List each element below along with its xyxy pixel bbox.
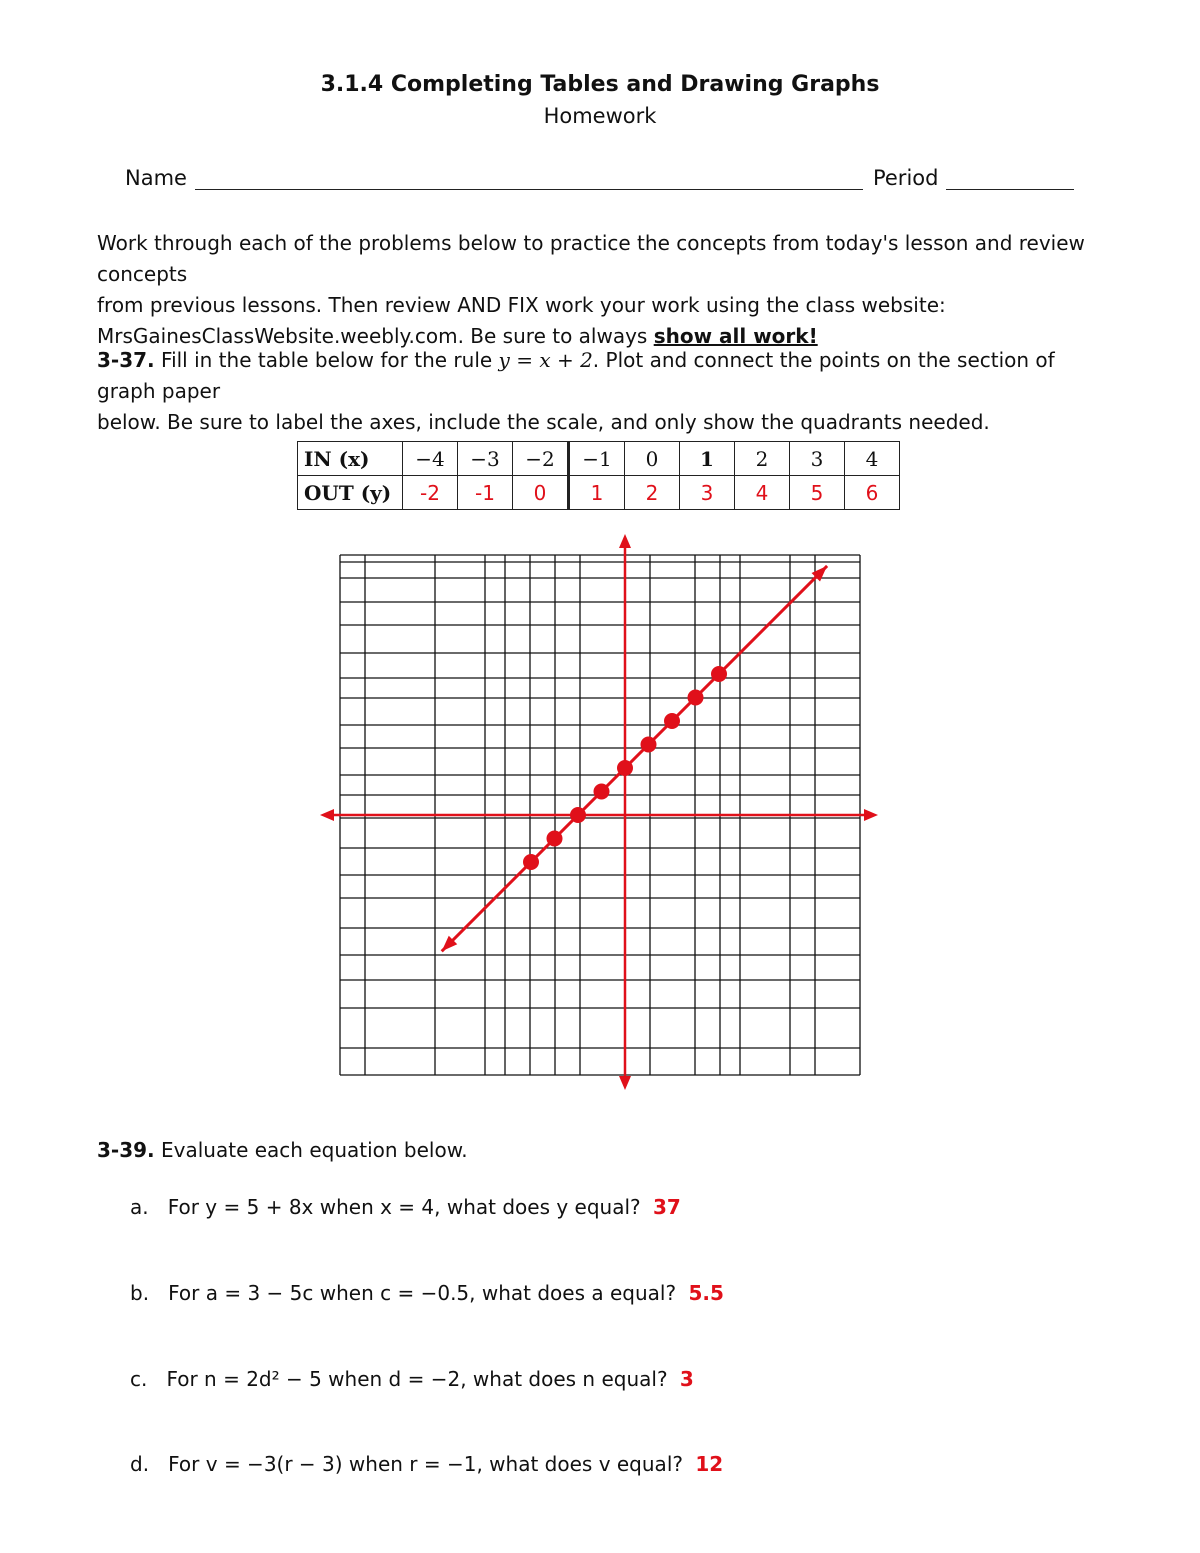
y-axis-down-arrow-icon (619, 1076, 631, 1090)
out-label: OUT (y) (298, 476, 403, 510)
plotted-point (664, 713, 680, 729)
out-cell[interactable]: -2 (403, 476, 458, 510)
problem-number: 3-39. (97, 1138, 155, 1162)
in-cell: −2 (513, 442, 569, 476)
problem-3-39 (97, 1138, 468, 1162)
in-cell: −1 (569, 442, 625, 476)
item-answer: 3 (679, 1367, 694, 1391)
list-item (130, 1367, 694, 1391)
out-cell[interactable]: 4 (735, 476, 790, 510)
problem-text: Evaluate each equation below. (154, 1138, 468, 1162)
in-cell: 3 (790, 442, 845, 476)
instructions-line-1: Work through each of the problems below to practice the concepts from today's lesson and review concepts (97, 231, 1085, 286)
out-cell[interactable]: 0 (513, 476, 569, 510)
in-cell: −4 (403, 442, 458, 476)
in-cell: 1 (680, 442, 735, 476)
item-answer: 5.5 (688, 1281, 724, 1305)
problem-3-37 (97, 345, 1107, 438)
plotted-point (711, 666, 727, 682)
name-period-line (125, 166, 1075, 190)
plotted-point (594, 784, 610, 800)
plotted-point (617, 760, 633, 776)
table-row-in (298, 442, 900, 476)
x-axis-right-arrow-icon (864, 809, 878, 821)
y-axis-up-arrow-icon (619, 534, 631, 548)
in-cell: 4 (845, 442, 900, 476)
show-all-work-emphasis: show all work! (653, 324, 818, 348)
period-blank[interactable] (946, 167, 1074, 190)
item-question: For n = 2d² − 5 when d = −2, what does n equal? (166, 1367, 668, 1391)
problem-number: 3-37. (97, 348, 155, 372)
page-subtitle: Homework (543, 104, 657, 128)
period-label: Period (872, 166, 939, 190)
table-row-out (298, 476, 900, 510)
out-cell[interactable]: 6 (845, 476, 900, 510)
item-letter: a. (130, 1195, 149, 1219)
x-axis-left-arrow-icon (320, 809, 334, 821)
page-title: 3.1.4 Completing Tables and Drawing Graphs (320, 72, 880, 97)
in-out-table (297, 441, 900, 510)
problem-text-a: Fill in the table below for the rule (154, 348, 499, 372)
name-blank[interactable] (195, 167, 863, 190)
out-cell[interactable]: 2 (625, 476, 680, 510)
instructions-line-2: from previous lessons. Then review AND FIX work your work using the class website: (97, 293, 946, 317)
item-letter: c. (130, 1367, 148, 1391)
out-cell[interactable]: 3 (680, 476, 735, 510)
list-item (130, 1452, 723, 1476)
list-item (130, 1195, 681, 1219)
instructions (97, 228, 1097, 352)
list-item (130, 1281, 724, 1305)
name-label: Name (125, 166, 187, 190)
plotted-point (523, 854, 539, 870)
item-question: For y = 5 + 8x when x = 4, what does y equal? (167, 1195, 641, 1219)
out-cell[interactable]: 5 (790, 476, 845, 510)
item-question: For a = 3 − 5c when c = −0.5, what does a equal? (168, 1281, 677, 1305)
out-cell[interactable]: -1 (458, 476, 513, 510)
in-cell: 2 (735, 442, 790, 476)
plotted-point (688, 690, 704, 706)
item-letter: d. (130, 1452, 150, 1476)
in-label: IN (x) (298, 442, 403, 476)
out-cell[interactable]: 1 (569, 476, 625, 510)
graph-paper[interactable] (310, 530, 890, 1100)
plotted-point (570, 807, 586, 823)
plotted-point (547, 831, 563, 847)
plotted-point (641, 737, 657, 753)
item-answer: 37 (653, 1195, 681, 1219)
rule-line (442, 566, 827, 951)
problem-text-c: below. Be sure to label the axes, include the scale, and only show the quadrants needed. (97, 410, 990, 434)
item-answer: 12 (695, 1452, 724, 1476)
item-letter: b. (130, 1281, 150, 1305)
in-cell: 0 (625, 442, 680, 476)
item-question: For v = −3(r − 3) when r = −1, what does v equal? (168, 1452, 683, 1476)
rule-equation: y = x + 2 (498, 348, 593, 372)
problem-text-b: . Plot and connect the points on the section of graph paper (97, 348, 1055, 403)
in-cell: −3 (458, 442, 513, 476)
instructions-line-3: MrsGainesClassWebsite.weebly.com. Be sure to always (97, 324, 654, 348)
